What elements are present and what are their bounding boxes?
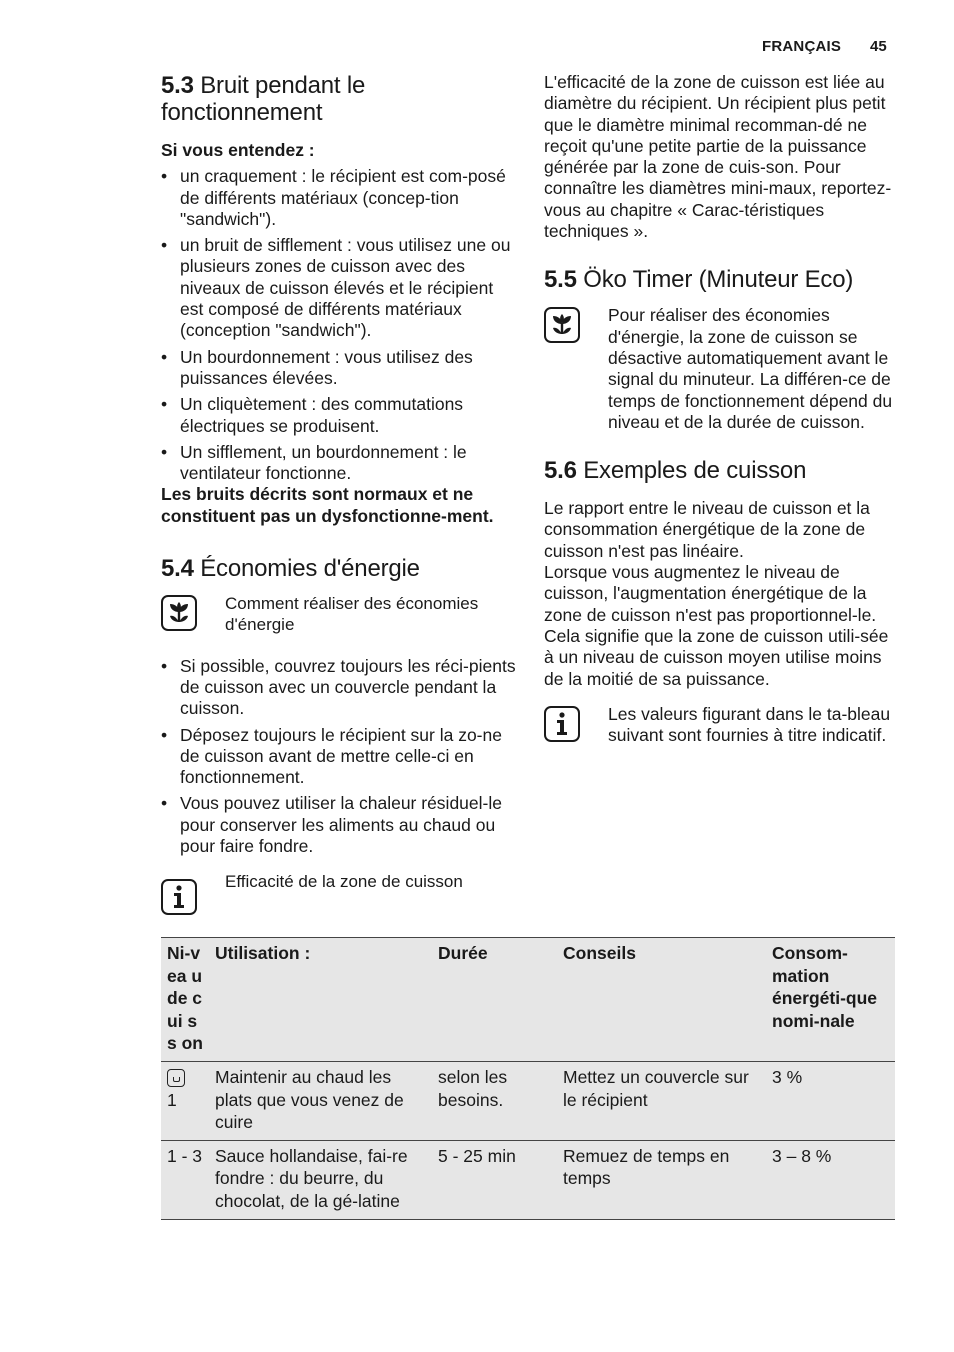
table-row: [161, 1140, 895, 1219]
list-item: • Vous pouvez utiliser la chaleur résiduel-le pour conserver les aliments au chaud ou pour faire fondre.: [161, 793, 516, 857]
header-level: Ni-vea u de cui ss on: [161, 938, 209, 1062]
eco-timer-note: Pour réaliser des économies d'énergie, la zone de cuisson se désactive automatiquement avant le signal du minuteur. La différen-ce de temps de fonctionnement dépend du niveau et de la durée de cuisson.: [544, 305, 899, 433]
list-item: • un craquement : le récipient est com-posé de différents matériaux (concep-tion "sandwich").: [161, 166, 516, 230]
left-column: [161, 72, 516, 911]
cell-duration: selon les besoins.: [432, 1061, 557, 1140]
list-item: • Si possible, couvrez toujours les réci-pients de cuisson avec un couvercle pendant la cuisson.: [161, 656, 516, 720]
table-row: [161, 1061, 895, 1140]
cell-tips: Mettez un couvercle sur le récipient: [557, 1061, 766, 1140]
header-language: FRANÇAIS: [762, 38, 842, 55]
cell-level: 1 - 3: [161, 1140, 209, 1219]
eco-leaf-icon: [544, 307, 580, 343]
header-duration: Durée: [432, 938, 557, 1062]
keep-warm-icon: [167, 1069, 185, 1087]
cell-duration: 5 - 25 min: [432, 1140, 557, 1219]
list-item: • Un cliquètement : des commutations électriques se produisent.: [161, 394, 516, 437]
cell-tips: Remuez de temps en temps: [557, 1140, 766, 1219]
header-consumption: Consom-mation énergéti-que nomi-nale: [766, 938, 895, 1062]
noise-list: [161, 166, 516, 484]
header-tips: Conseils: [557, 938, 766, 1062]
cell-level: 1: [161, 1061, 209, 1140]
cell-consumption: 3 %: [766, 1061, 895, 1140]
info-icon: [161, 879, 197, 915]
noise-normal-note: Les bruits décrits sont normaux et ne constituent pas un dysfonctionne-ment.: [161, 484, 494, 526]
cell-consumption: 3 – 8 %: [766, 1140, 895, 1219]
right-column: [544, 72, 899, 746]
efficiency-note: Efficacité de la zone de cuisson: [161, 871, 516, 911]
section-5-6-title: 5.6 Exemples de cuisson: [544, 457, 807, 485]
noise-intro: Si vous entendez :: [161, 140, 315, 160]
list-item: • Un sifflement, un bourdonnement : le ventilateur fonctionne.: [161, 442, 516, 485]
cell-use: Sauce hollandaise, fai-re fondre : du beurre, du chocolat, de la gé-latine: [209, 1140, 432, 1219]
cooking-examples-table: [161, 937, 895, 1220]
list-item: • un bruit de sifflement : vous utilisez une ou plusieurs zones de cuisson avec des niveaux de cuisson élevés et le récipient est composé de différents matériaux (conception "sandwich").: [161, 235, 516, 341]
header-use: Utilisation :: [209, 938, 432, 1062]
table-header-row: [161, 938, 895, 1062]
energy-tips-list: [161, 656, 516, 858]
section-5-5-title: 5.5 Öko Timer (Minuteur Eco): [544, 266, 854, 294]
section-5-3-title: 5.3 Bruit pendant le fonctionnement: [161, 72, 366, 126]
info-icon: [544, 706, 580, 742]
page-number: 45: [870, 38, 887, 55]
eco-note: Comment réaliser des économies d'énergie: [161, 593, 516, 636]
cooking-paragraph-3: Cela signifie que la zone de cuisson utili-sée à un niveau de cuisson moyen utilise moins de la moitié de sa puissance.: [544, 625, 889, 689]
cooking-paragraph-2: Lorsque vous augmentez le niveau de cuisson, l'augmentation énergétique de la zone de cuisson n'est pas proportionnel-le.: [544, 562, 877, 625]
eco-leaf-icon: [161, 595, 197, 631]
cooking-paragraph-1: Le rapport entre le niveau de cuisson et la consommation énergétique de la zone de cuisson n'est pas linéaire.: [544, 498, 870, 561]
table-values-note: Les valeurs figurant dans le ta-bleau suivant sont fournies à titre indicatif.: [544, 704, 899, 747]
list-item: • Déposez toujours le récipient sur la zo-ne de cuisson avant de mettre celle-ci en fonctionnement.: [161, 725, 516, 789]
list-item: • Un bourdonnement : vous utilisez des puissances élevées.: [161, 347, 516, 390]
section-5-4-title: 5.4 Économies d'énergie: [161, 555, 420, 583]
cell-use: Maintenir au chaud les plats que vous venez de cuire: [209, 1061, 432, 1140]
efficiency-paragraph: L'efficacité de la zone de cuisson est liée au diamètre du récipient. Un récipient plus petit que le diamètre minimal recomman-dé ne reçoit qu'une petite partie de la puissance générée par la zone de cuis-son. Pour connaître les diamètres mini-maux, reportez-vous au chapitre « Carac-téristiques techniques ».: [544, 72, 892, 242]
